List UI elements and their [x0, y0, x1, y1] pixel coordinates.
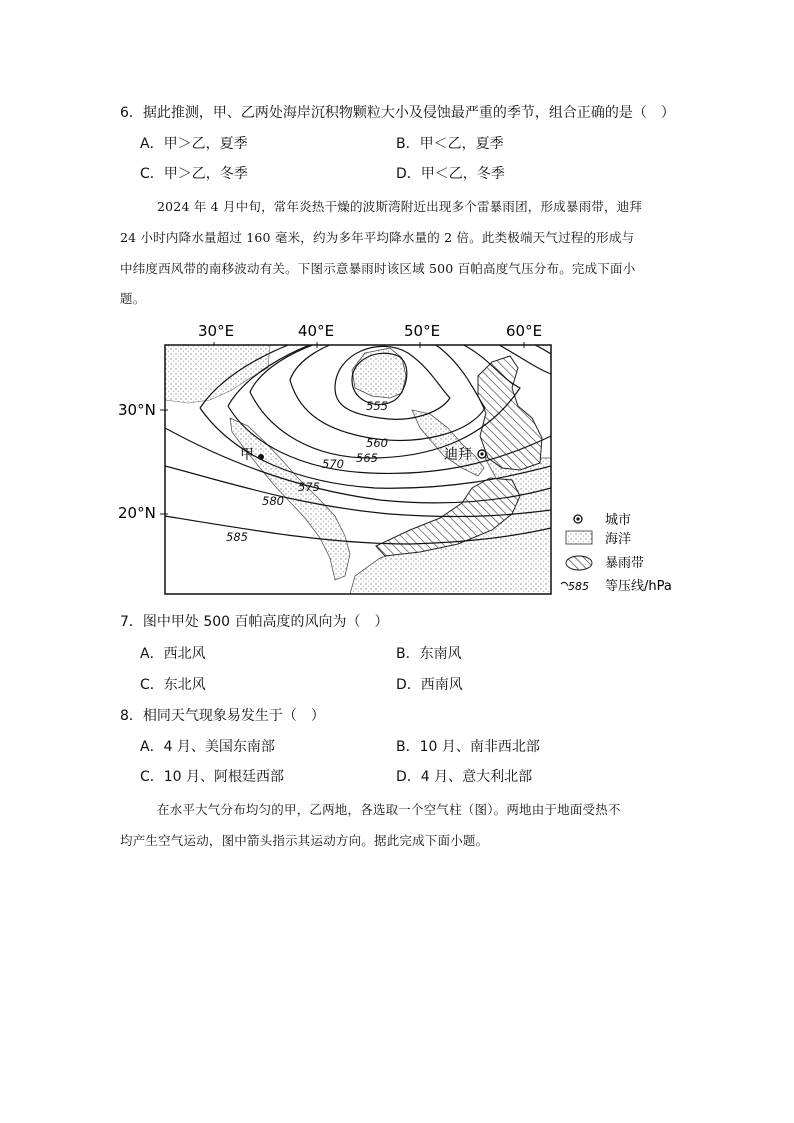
isobar-labels: [226, 399, 388, 544]
lon-label-60e: 60°E: [506, 322, 543, 340]
q7-stem: 7．图中甲处 500 百帕高度的风向为（ ）: [120, 614, 389, 630]
passage1-line-3: 中纬度西风带的南移波动有关。下图示意暴雨时该区域 500 百帕高度气压分布。完成下面小: [120, 261, 636, 276]
legend-ocean-label: 海洋: [605, 532, 632, 547]
isobar-label-560: 560: [366, 436, 388, 450]
passage1-line-2: 24 小时内降水量超过 160 毫米，约为多年平均降水量的 2 倍。此类极端天气过程的形成与: [120, 230, 635, 245]
isobar-label-565: 565: [356, 451, 378, 465]
q7-option-b[interactable]: B．东南风: [396, 646, 462, 662]
legend-city-label: 城市: [605, 513, 632, 528]
place-dubai-label: 迪拜: [444, 447, 472, 463]
q6-option-b[interactable]: B．甲＜乙，夏季: [396, 136, 504, 152]
q7-option-c[interactable]: C．东北风: [140, 677, 206, 693]
q6-option-a[interactable]: A．甲＞乙，夏季: [140, 136, 248, 152]
isobar-label-575: 575: [298, 480, 320, 494]
q7-option-d[interactable]: D．西南风: [396, 677, 463, 693]
isobar-label-585: 585: [226, 530, 248, 544]
sea-mediterranean: [165, 345, 270, 403]
place-jia-label: 甲: [240, 447, 254, 463]
legend-ocean-swatch: [566, 531, 592, 544]
lon-label-50e: 50°E: [404, 322, 441, 340]
passage2-line-2: 均产生空气运动，图中箭头指示其运动方向。据此完成下面小题。: [120, 833, 489, 848]
q6-option-d[interactable]: D．甲＜乙，冬季: [396, 166, 505, 182]
q8-option-b[interactable]: B．10 月、南非西北部: [396, 739, 540, 755]
lon-label-30e: 30°E: [198, 322, 235, 340]
legend-isobar-line: [561, 582, 568, 586]
legend-isobar-label: 等压线/hPa: [605, 579, 672, 594]
lat-label-30n: 30°N: [118, 401, 156, 419]
passage1-line-4: 题。: [120, 291, 146, 306]
legend-storm-label: 暴雨带: [605, 556, 645, 571]
passage2-line-1: 在水平大气分布均匀的甲，乙两地，各选取一个空气柱（图）。两地由于地面受热不: [157, 802, 621, 817]
isobar-label-580: 580: [262, 494, 284, 508]
city-jia-marker: [258, 454, 264, 460]
pressure-map-figure: [118, 318, 685, 600]
sea-persian-gulf: [412, 410, 484, 476]
isobar-label-555: 555: [366, 399, 388, 413]
q6-option-c[interactable]: C．甲＞乙，冬季: [140, 166, 248, 182]
q7-option-a[interactable]: A．西北风: [140, 646, 206, 662]
q8-option-c[interactable]: C．10 月、阿根廷西部: [140, 769, 285, 785]
map-legend: [561, 513, 672, 594]
legend-storm-swatch: [566, 556, 592, 570]
lat-label-20n: 20°N: [118, 504, 156, 522]
q8-option-d[interactable]: D．4 月、意大利北部: [396, 769, 533, 785]
isobar-label-570: 570: [322, 457, 344, 471]
passage1-line-1: 2024 年 4 月中旬，常年炎热干燥的波斯湾附近出现多个雷暴雨团，形成暴雨带，迪拜: [157, 199, 643, 214]
q8-stem: 8．相同天气现象易发生于（ ）: [120, 708, 325, 724]
q8-option-a[interactable]: A．4 月、美国东南部: [140, 739, 275, 755]
legend-isobar-sample: 585: [568, 580, 589, 593]
q6-stem: 6．据此推测，甲、乙两处海岸沉积物颗粒大小及侵蚀最严重的季节，组合正确的是（ ）: [120, 105, 675, 121]
lon-label-40e: 40°E: [298, 322, 335, 340]
